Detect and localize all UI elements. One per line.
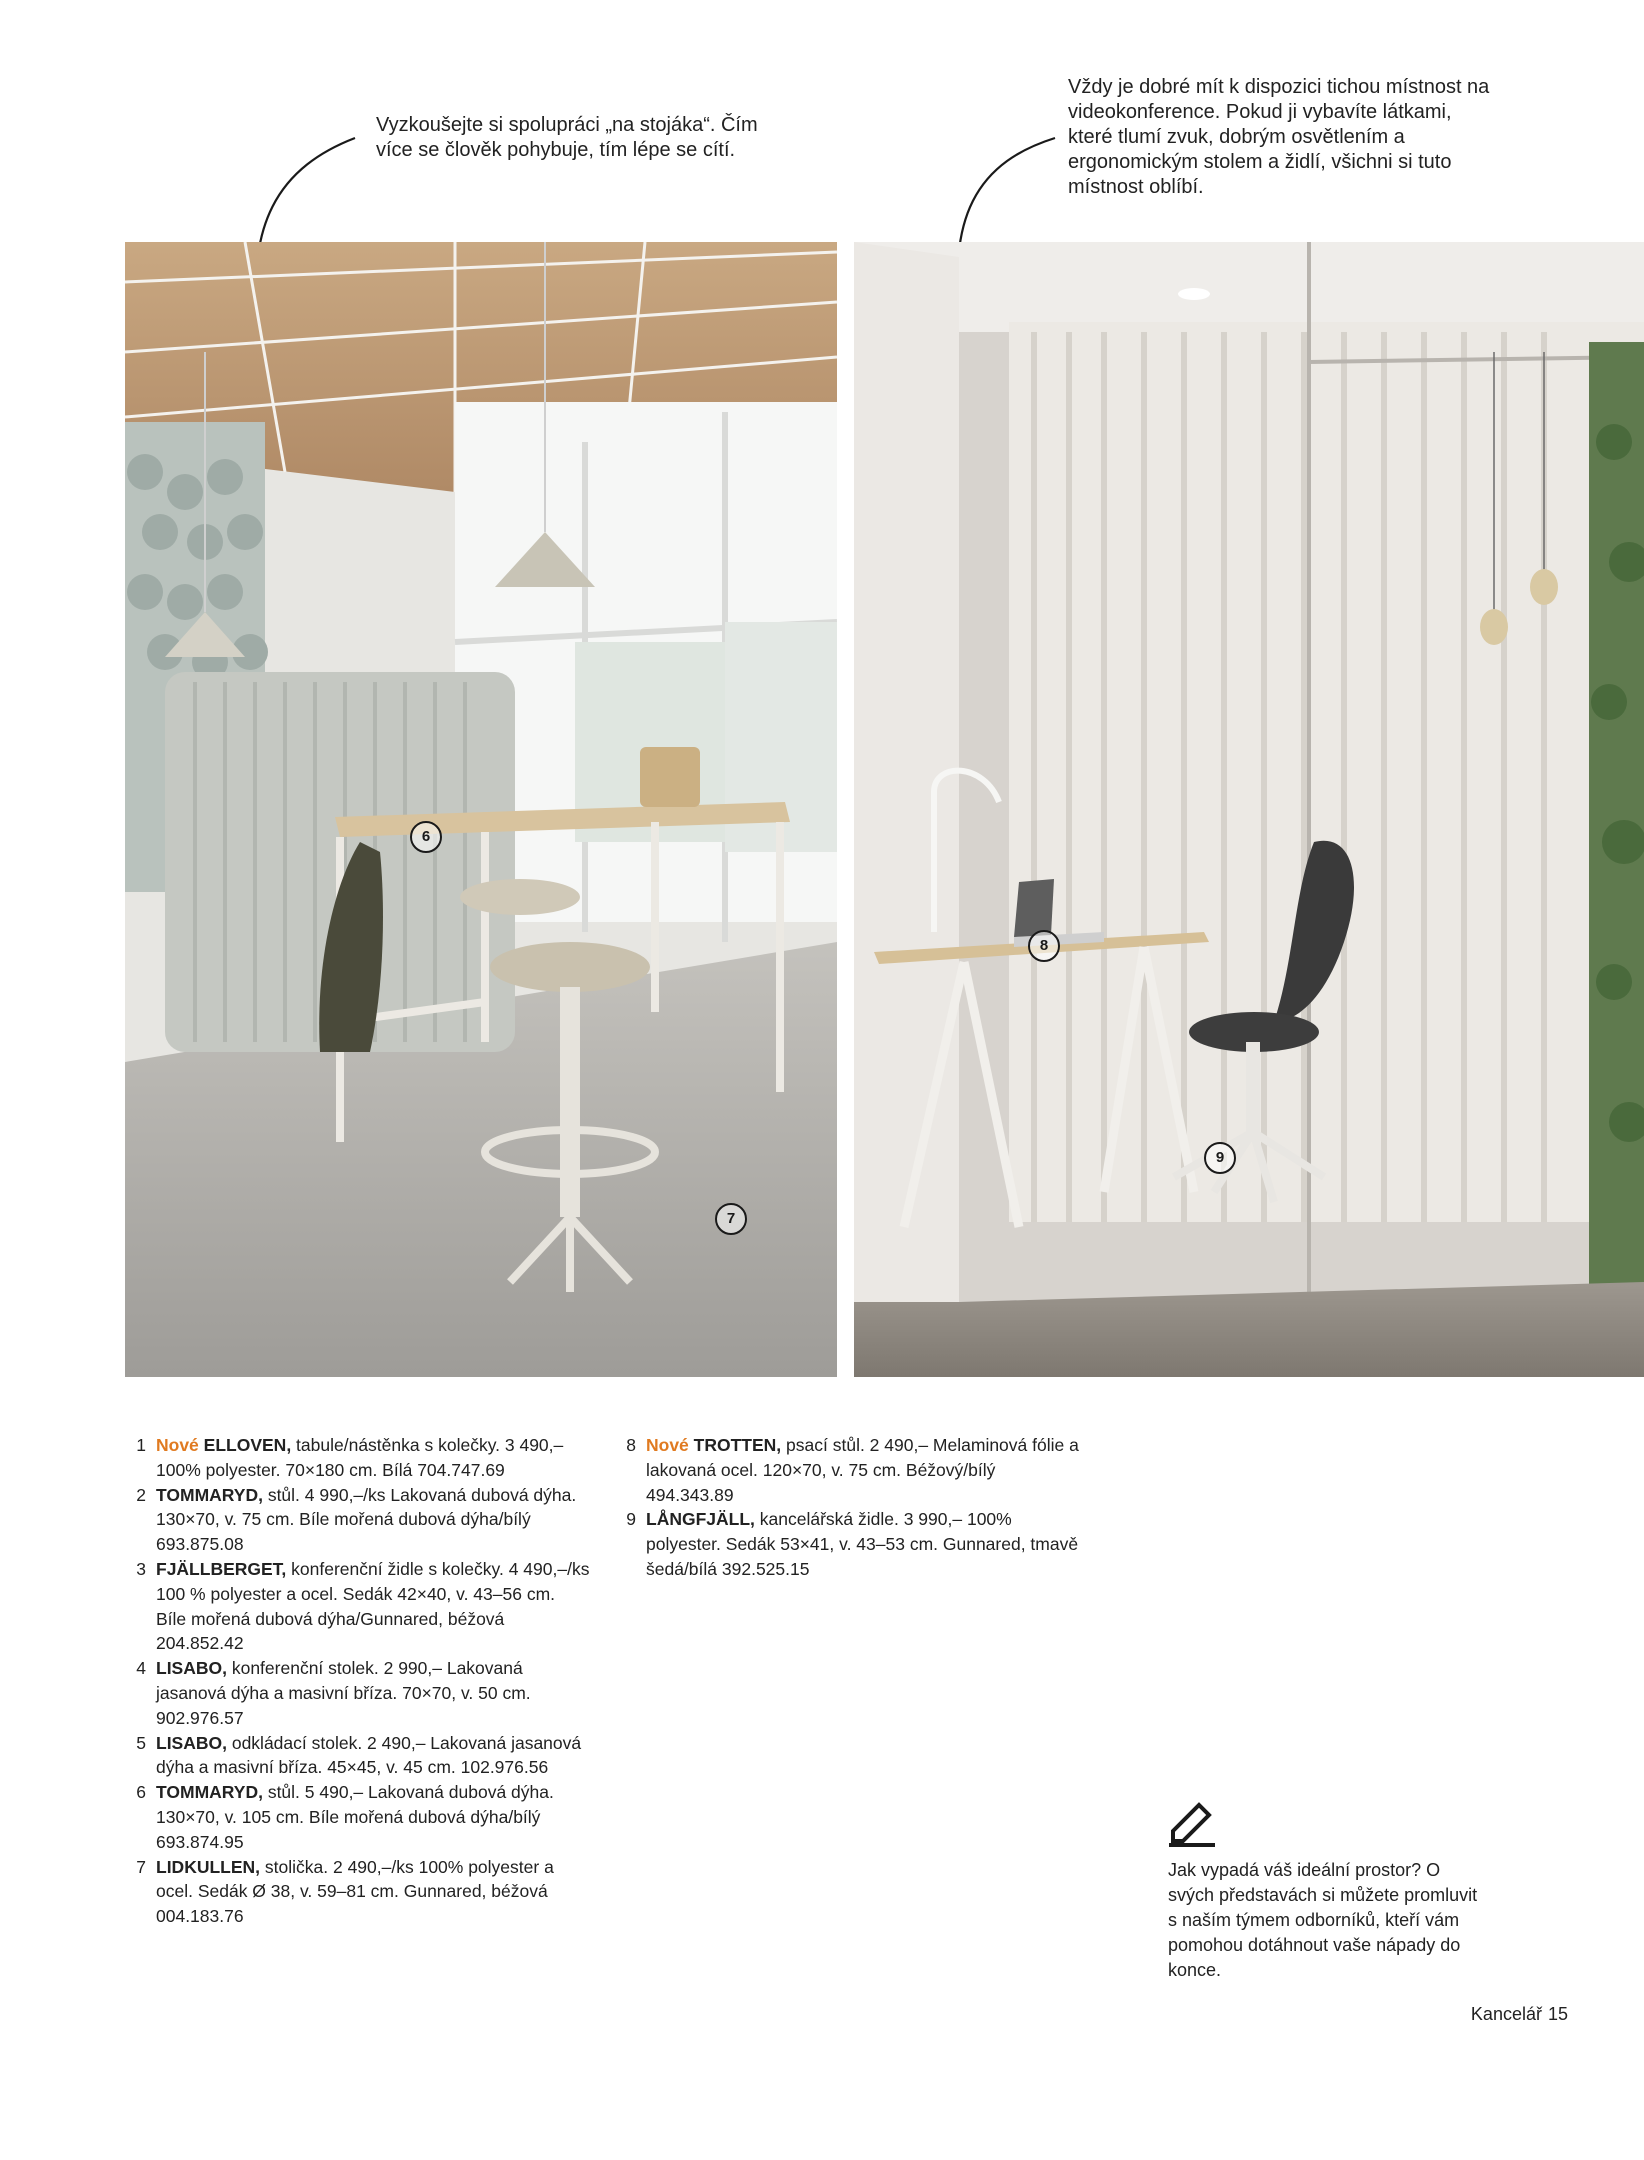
product-list-right — [620, 1433, 1080, 1582]
product-name: LIDKULLEN, — [156, 1856, 261, 1877]
tip-text: Jak vypadá váš ideální prostor? O svých představách si můžete promluvit s naším týmem odborníků, kteří vám pomohou dotáhnout vaše nápady do konce. — [1168, 1860, 1478, 1980]
product-number: 2 — [136, 1484, 146, 1505]
new-badge: Nové — [646, 1435, 689, 1455]
product-number: 5 — [136, 1732, 146, 1753]
product-name: LISABO, — [156, 1732, 227, 1753]
product-description: tabule/nástěnka s kolečky. 3 490,– 100% polyester. 70×180 cm. Bílá 704.747.69 — [156, 1435, 564, 1480]
product-item — [130, 1731, 590, 1781]
product-item — [130, 1656, 590, 1730]
page-number: 15 — [1547, 2004, 1568, 2024]
product-name: TROTTEN, — [693, 1435, 782, 1455]
product-number: 7 — [136, 1856, 146, 1877]
product-item — [130, 1483, 590, 1557]
section-name: Kancelář — [1470, 2004, 1542, 2024]
product-name: TOMMARYD, — [156, 1782, 263, 1803]
product-number: 1 — [136, 1435, 146, 1455]
product-description: stolička. 2 490,–/ks 100% polyester a ocel. Sedák Ø 38, v. 59–81 cm. Gunnared, béžová 004.183.76 — [156, 1856, 554, 1927]
product-name: LISABO, — [156, 1658, 227, 1679]
new-badge: Nové — [156, 1435, 199, 1455]
photo-standing-office — [125, 242, 837, 1377]
product-name: TOMMARYD, — [156, 1484, 263, 1505]
product-description: psací stůl. 2 490,– Melaminová fólie a lakovaná ocel. 120×70, v. 75 cm. Béžový/bílý 494.343.89 — [646, 1435, 1079, 1505]
product-number: 3 — [136, 1558, 146, 1579]
product-description: konferenční židle s kolečky. 4 490,–/ks 100 % polyester a ocel. Sedák 42×40, v. 43–56 cm. Bíle mořená dubová dýha/Gunnared, béžová 204.852.42 — [156, 1558, 590, 1654]
product-list-left — [130, 1433, 590, 1929]
caption-standing-collaboration: Vyzkoušejte si spolupráci „na stojáka“. Čím více se člověk pohybuje, tím lépe se cítí. — [376, 114, 758, 161]
photo-quiet-room — [854, 242, 1644, 1377]
product-item — [130, 1780, 590, 1854]
marker-7: 7 — [715, 1203, 747, 1235]
marker-6: 6 — [410, 821, 442, 853]
product-description: stůl. 5 490,– Lakovaná dubová dýha. 130×70, v. 105 cm. Bíle mořená dubová dýha/bílý 693.874.95 — [156, 1782, 554, 1852]
product-description: stůl. 4 990,–/ks Lakovaná dubová dýha. 130×70, v. 75 cm. Bíle mořená dubová dýha/bílý 693.875.08 — [156, 1484, 577, 1555]
product-item — [130, 1433, 590, 1483]
product-number: 9 — [626, 1509, 636, 1530]
product-description: odkládací stolek. 2 490,– Lakovaná jasanová dýha a masivní bříza. 45×45, v. 45 cm. 102.976.56 — [156, 1732, 582, 1778]
marker-8: 8 — [1028, 930, 1060, 962]
product-name: FJÄLLBERGET, — [156, 1558, 287, 1579]
product-name: ELLOVEN, — [203, 1435, 292, 1455]
pencil-icon — [1165, 1795, 1217, 1847]
product-item — [130, 1855, 590, 1929]
marker-9: 9 — [1204, 1142, 1236, 1174]
product-item — [620, 1433, 1080, 1507]
product-item — [130, 1557, 590, 1656]
product-item — [620, 1507, 1080, 1581]
caption-quiet-room: Vždy je dobré mít k dispozici tichou místnost na videokonference. Pokud ji vybavíte látkami, které tlumí zvuk, dobrým osvětlením a ergonomickým stolem a židlí, všichni si tuto místnost oblíbí. — [1068, 76, 1490, 198]
product-name: LÅNGFJÄLL, — [646, 1509, 755, 1530]
page-footer — [1400, 2004, 1568, 2025]
product-number: 4 — [136, 1658, 146, 1679]
product-number: 6 — [136, 1782, 146, 1803]
product-description: konferenční stolek. 2 990,– Lakovaná jasanová dýha a masivní bříza. 70×70, v. 50 cm. 902.976.57 — [156, 1658, 531, 1728]
product-number: 8 — [626, 1435, 636, 1455]
product-description: kancelářská židle. 3 990,– 100% polyester. Sedák 53×41, v. 43–53 cm. Gunnared, tmavě šedá/bílá 392.525.15 — [646, 1509, 1079, 1579]
